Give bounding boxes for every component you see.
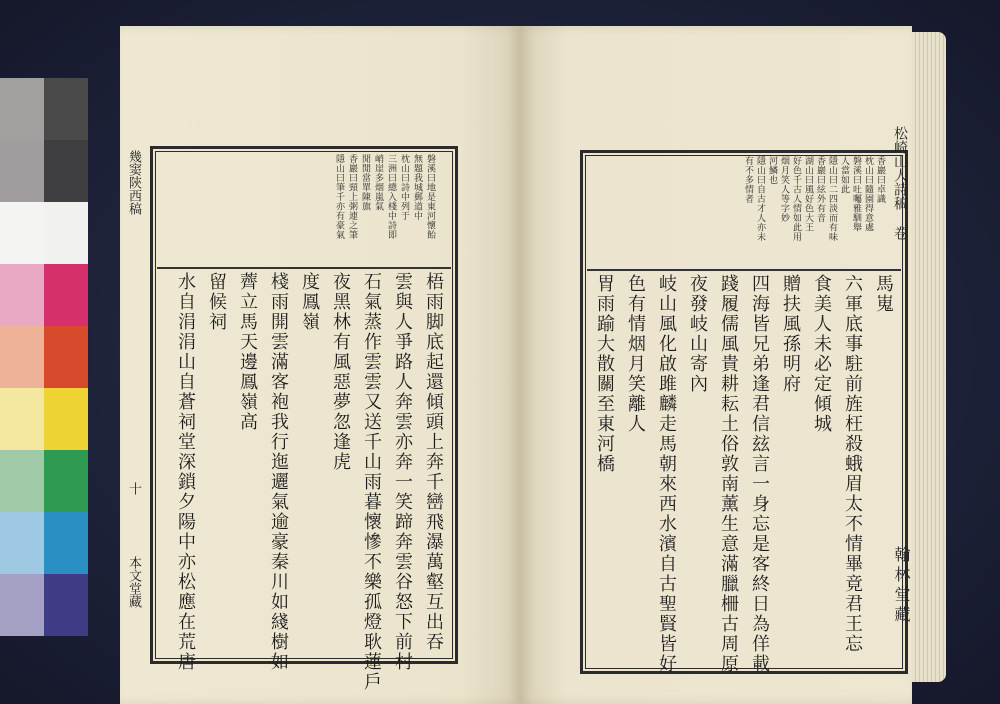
header-note-column: 好色千古人情如此用	[791, 156, 801, 242]
body-column: 度鳳嶺	[299, 272, 320, 332]
color-swatch	[0, 574, 44, 636]
header-note-column: 隱山曰自古才人亦未	[755, 156, 765, 242]
body-column: 梧雨脚底起還傾頭上奔千巒飛瀑萬壑互出吞	[423, 272, 444, 652]
right-foot-seal: 翰林堂藏	[892, 546, 911, 626]
color-swatch	[0, 388, 44, 450]
color-swatch	[0, 512, 44, 574]
header-rule	[587, 269, 901, 271]
color-swatch	[44, 264, 88, 326]
header-rule	[157, 267, 451, 269]
body-column: 石氣蒸作雲雲又送千山雨暮懷慘不樂孤燈耿蓮戶	[361, 272, 382, 692]
color-swatch	[44, 202, 88, 264]
body-column: 四海皆兄弟逢君信玆言一身忘是客終日為佯載	[749, 274, 770, 674]
header-note-column: 人當如此	[839, 156, 849, 194]
header-note-column: 三洲曰總入棧中詩即	[386, 154, 396, 240]
calibration-row	[0, 512, 88, 574]
color-swatch	[0, 140, 44, 202]
header-note-column: 隱山曰筆千亦有豪氣	[334, 154, 344, 240]
calibration-row	[0, 388, 88, 450]
calibration-row	[0, 264, 88, 326]
header-note-column: 枕山曰隨園得意處	[863, 156, 873, 232]
header-note-column: 磐溪曰吐囑雅馴舉	[851, 156, 861, 232]
header-note-column: 香巖曰頸上粥連之筆	[347, 154, 357, 240]
color-swatch	[0, 202, 44, 264]
body-column: 馬嵬	[873, 274, 894, 314]
body-column: 薺立馬天邊鳳嶺高	[237, 272, 258, 432]
header-note-column: 湖山曰風好色大王	[803, 156, 813, 232]
calibration-row	[0, 78, 88, 140]
body-column: 六軍底事駐前旌枉殺蛾眉太不情畢竟君王忘	[842, 274, 863, 654]
body-column: 胃雨踰大散關至東河橋	[594, 274, 615, 474]
header-note-column: 香巖曰卓識	[875, 156, 885, 204]
header-note-column: 河鱗也	[767, 156, 777, 185]
header-note-column: 無題我城郵道中	[412, 154, 422, 221]
calibration-row	[0, 140, 88, 202]
calibration-row	[0, 202, 88, 264]
right-page	[520, 26, 912, 704]
header-note-column: 隱山曰二四淡而有味	[827, 156, 837, 242]
right-center-title: 松崎山人詩稿 卷	[892, 126, 908, 240]
color-swatch	[44, 326, 88, 388]
body-column: 贈扶風孫明府	[780, 274, 801, 394]
calibration-row	[0, 326, 88, 388]
body-column: 踐履儒風貴耕耘土俗敦南薰生意滿臘柵古周原	[718, 274, 739, 674]
color-swatch	[44, 512, 88, 574]
color-swatch	[44, 388, 88, 450]
header-note-column: 烟月笑人等字妙	[779, 156, 789, 223]
calibration-row	[0, 450, 88, 512]
calibration-row	[0, 574, 88, 636]
color-swatch	[0, 450, 44, 512]
body-column: 水自涓涓山自蒼祠堂深鎖夕陽中亦松應在荒唐	[175, 272, 196, 672]
color-swatch	[44, 574, 88, 636]
color-swatch	[44, 78, 88, 140]
body-column: 棧雨開雲滿客袍我行迤邐氣逾豪秦川如綫樹如	[268, 272, 289, 672]
body-column: 色有情烟月笑離人	[625, 274, 646, 434]
header-note-column: 有不多情者	[743, 156, 753, 204]
color-swatch	[0, 326, 44, 388]
header-note-column: 香巖曰絃外有音	[815, 156, 825, 223]
header-note-column: 枕山曰詩中列于	[399, 154, 409, 221]
left-page	[120, 26, 520, 704]
header-note-column: 磐溪曰地是東河懷飴	[425, 154, 435, 240]
body-column: 夜發岐山寄內	[687, 274, 708, 394]
left-center-page: 十	[126, 482, 141, 495]
body-column: 食美人未必定傾城	[811, 274, 832, 434]
color-calibration-strip	[0, 78, 88, 636]
open-book	[120, 26, 946, 704]
color-swatch	[44, 450, 88, 512]
body-column: 雲與人爭路人奔雲亦奔一笑蹄奔雲谷怒下前村	[392, 272, 413, 672]
header-note-column: 峭崖多烟嵐氣	[373, 154, 383, 211]
header-note-column: 閒閒當單陳旗	[360, 154, 370, 211]
color-swatch	[0, 264, 44, 326]
left-center-title: 幾窦陝西稿	[126, 150, 141, 215]
left-center-foot: 本文堂藏	[126, 556, 141, 608]
color-swatch	[0, 78, 44, 140]
color-swatch	[44, 140, 88, 202]
body-column: 留候祠	[206, 272, 227, 332]
page-stack-edge	[912, 32, 946, 682]
body-column: 岐山風化啟雎麟走馬朝來西水濱自古聖賢皆好	[656, 274, 677, 674]
body-column: 夜黑林有風惡夢忽逢虎	[330, 272, 351, 472]
